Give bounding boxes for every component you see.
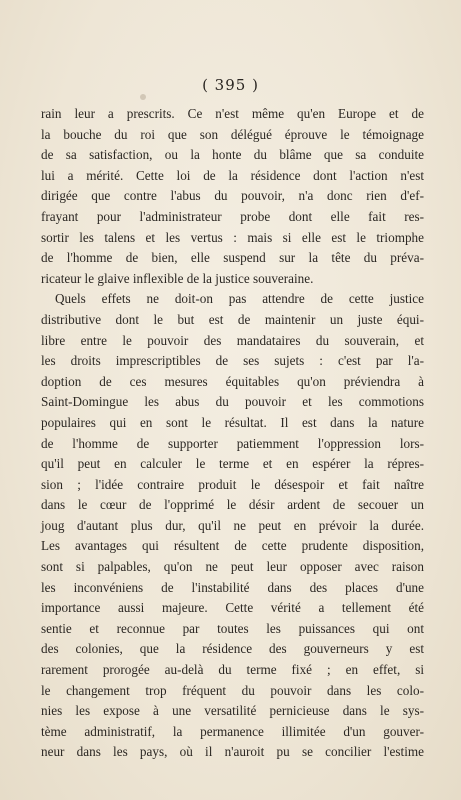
text-line: frayant pour l'administrateur probe dont elle fait res- [41,208,424,224]
page-number: ( 395 ) [202,76,259,94]
paragraph-1 [41,104,424,289]
text-line: des colonies, que la résidence des gouverneurs y est [41,641,424,657]
ink-smudge [140,94,146,100]
text-line: qu'il peut en calculer le terme et en espérer la répres- [41,456,424,472]
text-line: la bouche du roi que son délégué éprouve le témoignage [41,126,424,142]
text-line: sont si palpables, qu'on ne peut leur opposer avec raison [41,559,424,575]
text-line: sentie et reconnue par toutes les puissances qui ont [41,620,424,636]
text-line: nies les expose à une versatilité pernicieuse dans le sys- [41,703,424,719]
text-line: doption de ces mesures équitables qu'on préviendra à [41,373,424,389]
paragraph-2 [41,289,424,763]
text-line: Quels effets ne doit-on pas attendre de cette justice [55,291,424,307]
text-line: tème administratif, la permanence illimitée d'un gouver- [41,723,424,739]
text-line: Les avantages qui résultent de cette prudente disposition, [41,538,424,554]
text-line: libre entre le pouvoir des mandataires du souverain, et [41,332,424,348]
text-line: ricateur le glaive inflexible de la justice souveraine. [41,270,314,286]
text-line: les droits imprescriptibles de ses sujets : c'est par l'a- [41,353,424,369]
body-text [41,104,424,763]
text-line: de sa satisfaction, ou la honte du blâme que sa conduite [41,147,424,163]
text-line: sortir les talens et les vertus : mais si elle est le triomphe [41,229,424,245]
text-line: distributive dont le but est de maintenir un juste équi- [41,311,424,327]
text-line: importance aussi majeure. Cette vérité a tellement été [41,600,424,616]
text-line: le changement trop fréquent du pouvoir dans les colo- [41,682,424,698]
text-line: neur dans les pays, où il n'auroit pu se concilier l'estime [41,744,424,760]
text-line: sion ; l'idée contraire produit le désespoir et fait naître [41,476,424,492]
text-line: dirigée que contre l'abus du pouvoir, n'a donc rien d'ef- [41,188,424,204]
text-line: populaires qui en sont le résultat. Il est dans la nature [41,414,424,430]
text-line: les inconvéniens de l'instabilité dans des places d'une [41,579,424,595]
text-line: dans le cœur de l'opprimé le désir ardent de secouer un [41,497,424,513]
text-line: joug d'autant plus dur, qu'il ne peut en prévoir la durée. [41,517,424,533]
text-line: rarement prorogée au-delà du terme fixé ; en effet, si [41,662,424,678]
text-line: Saint-Domingue les abus du pouvoir et les commotions [41,394,424,410]
text-line: rain leur a prescrits. Ce n'est même qu'en Europe et de [41,106,424,121]
text-line: lui a mérité. Cette loi de la résidence dont l'action n'est [41,167,424,183]
text-line: de l'homme de bien, elle suspend sur la tête du préva- [41,250,424,266]
text-line: de l'homme de supporter patiemment l'oppression lors- [41,435,424,451]
